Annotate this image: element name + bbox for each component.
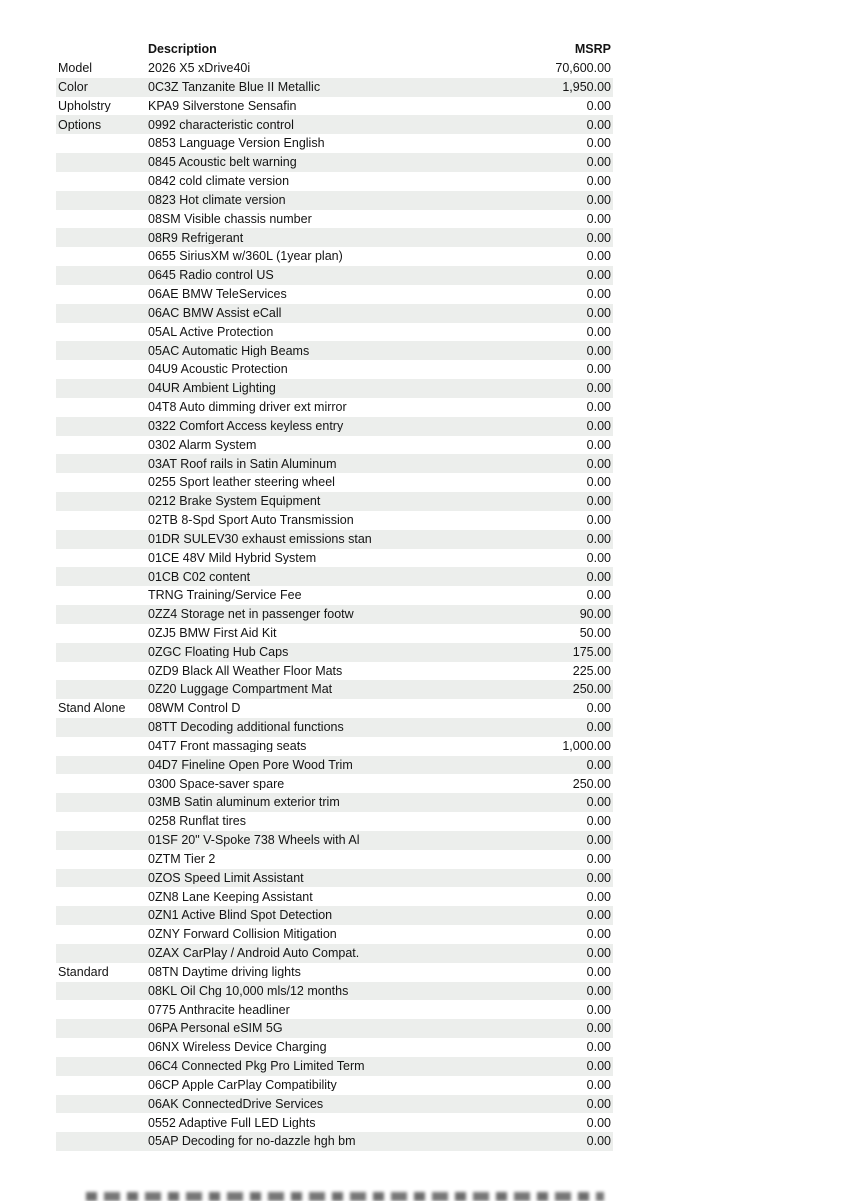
table-row <box>56 662 613 681</box>
row-description: 0255 Sport leather steering wheel <box>148 476 335 489</box>
table-row <box>56 360 613 379</box>
row-msrp: 175.00 <box>572 645 611 659</box>
table-row <box>56 191 613 210</box>
row-msrp: 0.00 <box>586 476 611 489</box>
row-category: Standard <box>58 965 109 979</box>
row-description: 01CB C02 content <box>148 570 251 584</box>
row-msrp: 0.00 <box>586 175 611 188</box>
table-row <box>56 925 613 944</box>
row-msrp: 0.00 <box>586 99 611 113</box>
row-description: 0552 Adaptive Full LED Lights <box>148 1116 316 1130</box>
row-description: 0ZNY Forward Collision Mitigation <box>148 928 337 941</box>
table-row <box>56 906 613 925</box>
row-description: 0645 Radio control US <box>148 269 274 282</box>
table-row <box>56 417 613 436</box>
row-msrp: 0.00 <box>586 269 611 282</box>
row-description: TRNG Training/Service Fee <box>148 589 302 602</box>
row-msrp: 0.00 <box>586 137 611 150</box>
table-row <box>56 323 613 342</box>
table-row <box>56 549 613 568</box>
row-description: 0C3Z Tanzanite Blue II Metallic <box>148 80 321 94</box>
row-msrp: 0.00 <box>586 325 611 339</box>
row-msrp: 0.00 <box>586 212 611 226</box>
row-description: 03MB Satin aluminum exterior trim <box>148 796 340 809</box>
row-msrp: 0.00 <box>586 457 611 471</box>
table-row <box>56 285 613 304</box>
description-column-header: Description <box>148 43 217 56</box>
row-msrp: 0.00 <box>586 721 611 734</box>
row-msrp: 250.00 <box>572 683 611 696</box>
table-row <box>56 831 613 850</box>
row-msrp: 0.00 <box>586 495 611 508</box>
table-row <box>56 247 613 266</box>
table-row <box>56 115 613 134</box>
row-description: 04UR Ambient Lighting <box>148 382 276 395</box>
row-description: 05AP Decoding for no-dazzle hgh bm <box>148 1135 356 1148</box>
row-msrp: 0.00 <box>586 1022 611 1035</box>
table-row <box>56 341 613 360</box>
row-description: 0212 Brake System Equipment <box>148 495 321 508</box>
row-description: 06NX Wireless Device Charging <box>148 1041 327 1054</box>
row-description: 04U9 Acoustic Protection <box>148 363 288 376</box>
table-row <box>56 812 613 831</box>
row-msrp: 0.00 <box>586 156 611 169</box>
row-msrp: 0.00 <box>586 419 611 433</box>
row-description: 0853 Language Version English <box>148 137 325 150</box>
table-row <box>56 605 613 624</box>
row-msrp: 0.00 <box>586 250 611 263</box>
row-msrp: 0.00 <box>586 306 611 320</box>
table-row <box>56 624 613 643</box>
table-row <box>56 153 613 172</box>
row-description: 08WM Control D <box>148 702 241 715</box>
row-description: 0ZGC Floating Hub Caps <box>148 645 289 659</box>
row-category: Stand Alone <box>58 702 126 715</box>
row-description: 01CE 48V Mild Hybrid System <box>148 551 317 565</box>
row-description: KPA9 Silverstone Sensafin <box>148 99 297 113</box>
row-msrp: 0.00 <box>586 1060 611 1073</box>
row-description: 0ZTM Tier 2 <box>148 852 216 866</box>
row-description: 02TB 8-Spd Sport Auto Transmission <box>148 514 354 527</box>
row-description: 06AK ConnectedDrive Services <box>148 1097 324 1111</box>
row-description: 08KL Oil Chg 10,000 mls/12 months <box>148 984 349 998</box>
table-row <box>56 774 613 793</box>
table-row <box>56 454 613 473</box>
row-msrp: 0.00 <box>586 551 611 565</box>
row-msrp: 0.00 <box>586 589 611 602</box>
table-row <box>56 567 613 586</box>
row-msrp: 50.00 <box>579 627 611 640</box>
table-row <box>56 850 613 869</box>
row-description: 0ZD9 Black All Weather Floor Mats <box>148 664 343 678</box>
row-msrp: 0.00 <box>586 514 611 527</box>
row-description: 01SF 20" V-Spoke 738 Wheels with Al <box>148 834 360 847</box>
row-description: 08SM Visible chassis number <box>148 212 312 226</box>
row-category: Color <box>58 80 88 94</box>
table-row <box>56 530 613 549</box>
row-msrp: 0.00 <box>586 118 611 132</box>
row-msrp: 70,600.00 <box>555 62 611 75</box>
row-description: 05AL Active Protection <box>148 325 274 339</box>
row-msrp: 0.00 <box>586 193 611 207</box>
table-row <box>56 887 613 906</box>
vehicle-pricing-table <box>56 40 613 1151</box>
row-msrp: 0.00 <box>586 702 611 715</box>
row-description: 0992 characteristic control <box>148 118 294 132</box>
row-description: 08R9 Refrigerant <box>148 231 244 245</box>
row-description: 0302 Alarm System <box>148 438 257 452</box>
table-row <box>56 944 613 963</box>
row-msrp: 0.00 <box>586 928 611 941</box>
table-row <box>56 643 613 662</box>
row-msrp: 0.00 <box>586 852 611 866</box>
row-msrp: 0.00 <box>586 947 611 960</box>
table-row <box>56 1095 613 1114</box>
row-msrp: 0.00 <box>586 438 611 452</box>
row-msrp: 0.00 <box>586 231 611 245</box>
row-msrp: 0.00 <box>586 758 611 772</box>
table-row <box>56 492 613 511</box>
row-description: 04T8 Auto dimming driver ext mirror <box>148 401 347 414</box>
table-row <box>56 680 613 699</box>
table-row <box>56 699 613 718</box>
row-description: 2026 X5 xDrive40i <box>148 62 251 75</box>
row-msrp: 0.00 <box>586 570 611 584</box>
row-description: 0655 SiriusXM w/360L (1year plan) <box>148 250 343 263</box>
row-description: 0ZJ5 BMW First Aid Kit <box>148 627 277 640</box>
table-row <box>56 436 613 455</box>
row-msrp: 0.00 <box>586 815 611 828</box>
row-msrp: 1,950.00 <box>562 80 611 94</box>
table-row <box>56 398 613 417</box>
table-row <box>56 172 613 191</box>
row-description: 08TN Daytime driving lights <box>148 965 301 979</box>
row-msrp: 250.00 <box>572 777 611 791</box>
row-msrp: 0.00 <box>586 834 611 847</box>
row-msrp: 0.00 <box>586 1097 611 1111</box>
table-row <box>56 1019 613 1038</box>
row-description: 0258 Runflat tires <box>148 815 246 828</box>
table-row <box>56 982 613 1001</box>
row-description: 01DR SULEV30 exhaust emissions stan <box>148 532 372 546</box>
row-description: 04T7 Front massaging seats <box>148 739 307 753</box>
row-category: Upholstry <box>58 99 111 113</box>
table-row <box>56 511 613 530</box>
table-row <box>56 1057 613 1076</box>
row-msrp: 0.00 <box>586 984 611 998</box>
row-description: 0ZN8 Lane Keeping Assistant <box>148 890 313 904</box>
row-description: 05AC Automatic High Beams <box>148 344 310 358</box>
table-row <box>56 210 613 229</box>
row-msrp: 0.00 <box>586 1135 611 1148</box>
row-description: 04D7 Fineline Open Pore Wood Trim <box>148 758 353 772</box>
row-description: 06PA Personal eSIM 5G <box>148 1022 283 1035</box>
row-description: 0ZZ4 Storage net in passenger footw <box>148 608 354 621</box>
row-msrp: 0.00 <box>586 363 611 376</box>
table-row <box>56 793 613 812</box>
table-row <box>56 78 613 97</box>
row-msrp: 0.00 <box>586 890 611 904</box>
row-description: 06AC BMW Assist eCall <box>148 306 282 320</box>
table-row <box>56 304 613 323</box>
row-msrp: 0.00 <box>586 288 611 301</box>
table-row <box>56 586 613 605</box>
row-msrp: 1,000.00 <box>562 739 611 753</box>
row-description: 03AT Roof rails in Satin Aluminum <box>148 457 337 471</box>
table-row <box>56 869 613 888</box>
table-row <box>56 1132 613 1151</box>
row-description: 0775 Anthracite headliner <box>148 1003 290 1017</box>
row-msrp: 0.00 <box>586 532 611 546</box>
table-row <box>56 228 613 247</box>
row-description: 0300 Space-saver spare <box>148 777 285 791</box>
row-msrp: 0.00 <box>586 1041 611 1054</box>
table-row <box>56 134 613 153</box>
row-msrp: 225.00 <box>572 664 611 678</box>
table-row <box>56 1076 613 1095</box>
table-row <box>56 1113 613 1132</box>
row-msrp: 0.00 <box>586 1078 611 1092</box>
table-row <box>56 59 613 78</box>
table-row <box>56 1000 613 1019</box>
table-row <box>56 97 613 116</box>
row-description: 0Z20 Luggage Compartment Mat <box>148 683 333 696</box>
row-description: 06CP Apple CarPlay Compatibility <box>148 1078 337 1092</box>
row-msrp: 90.00 <box>579 608 611 621</box>
table-row <box>56 379 613 398</box>
row-description: 0ZN1 Active Blind Spot Detection <box>148 909 333 922</box>
table-row <box>56 963 613 982</box>
row-msrp: 0.00 <box>586 401 611 414</box>
table-row <box>56 737 613 756</box>
msrp-column-header: MSRP <box>574 43 611 56</box>
table-body <box>56 59 613 1151</box>
row-msrp: 0.00 <box>586 1003 611 1017</box>
row-msrp: 0.00 <box>586 344 611 358</box>
row-msrp: 0.00 <box>586 871 611 885</box>
row-description: 0322 Comfort Access keyless entry <box>148 419 344 433</box>
row-category: Options <box>58 118 102 132</box>
row-description: 06AE BMW TeleServices <box>148 288 287 301</box>
row-description: 0845 Acoustic belt warning <box>148 156 297 169</box>
row-description: 0ZOS Speed Limit Assistant <box>148 871 304 885</box>
table-row <box>56 718 613 737</box>
row-msrp: 0.00 <box>586 909 611 922</box>
row-description: 0842 cold climate version <box>148 175 290 188</box>
row-description: 0ZAX CarPlay / Android Auto Compat. <box>148 947 360 960</box>
row-description: 08TT Decoding additional functions <box>148 721 344 734</box>
table-row <box>56 756 613 775</box>
row-msrp: 0.00 <box>586 796 611 809</box>
row-description: 0823 Hot climate version <box>148 193 286 207</box>
table-row <box>56 473 613 492</box>
row-msrp: 0.00 <box>586 1116 611 1130</box>
table-row <box>56 266 613 285</box>
row-category: Model <box>58 62 93 75</box>
row-msrp: 0.00 <box>586 965 611 979</box>
row-msrp: 0.00 <box>586 382 611 395</box>
table-header-row <box>56 40 613 59</box>
table-row <box>56 1038 613 1057</box>
row-description: 06C4 Connected Pkg Pro Limited Term <box>148 1060 365 1073</box>
